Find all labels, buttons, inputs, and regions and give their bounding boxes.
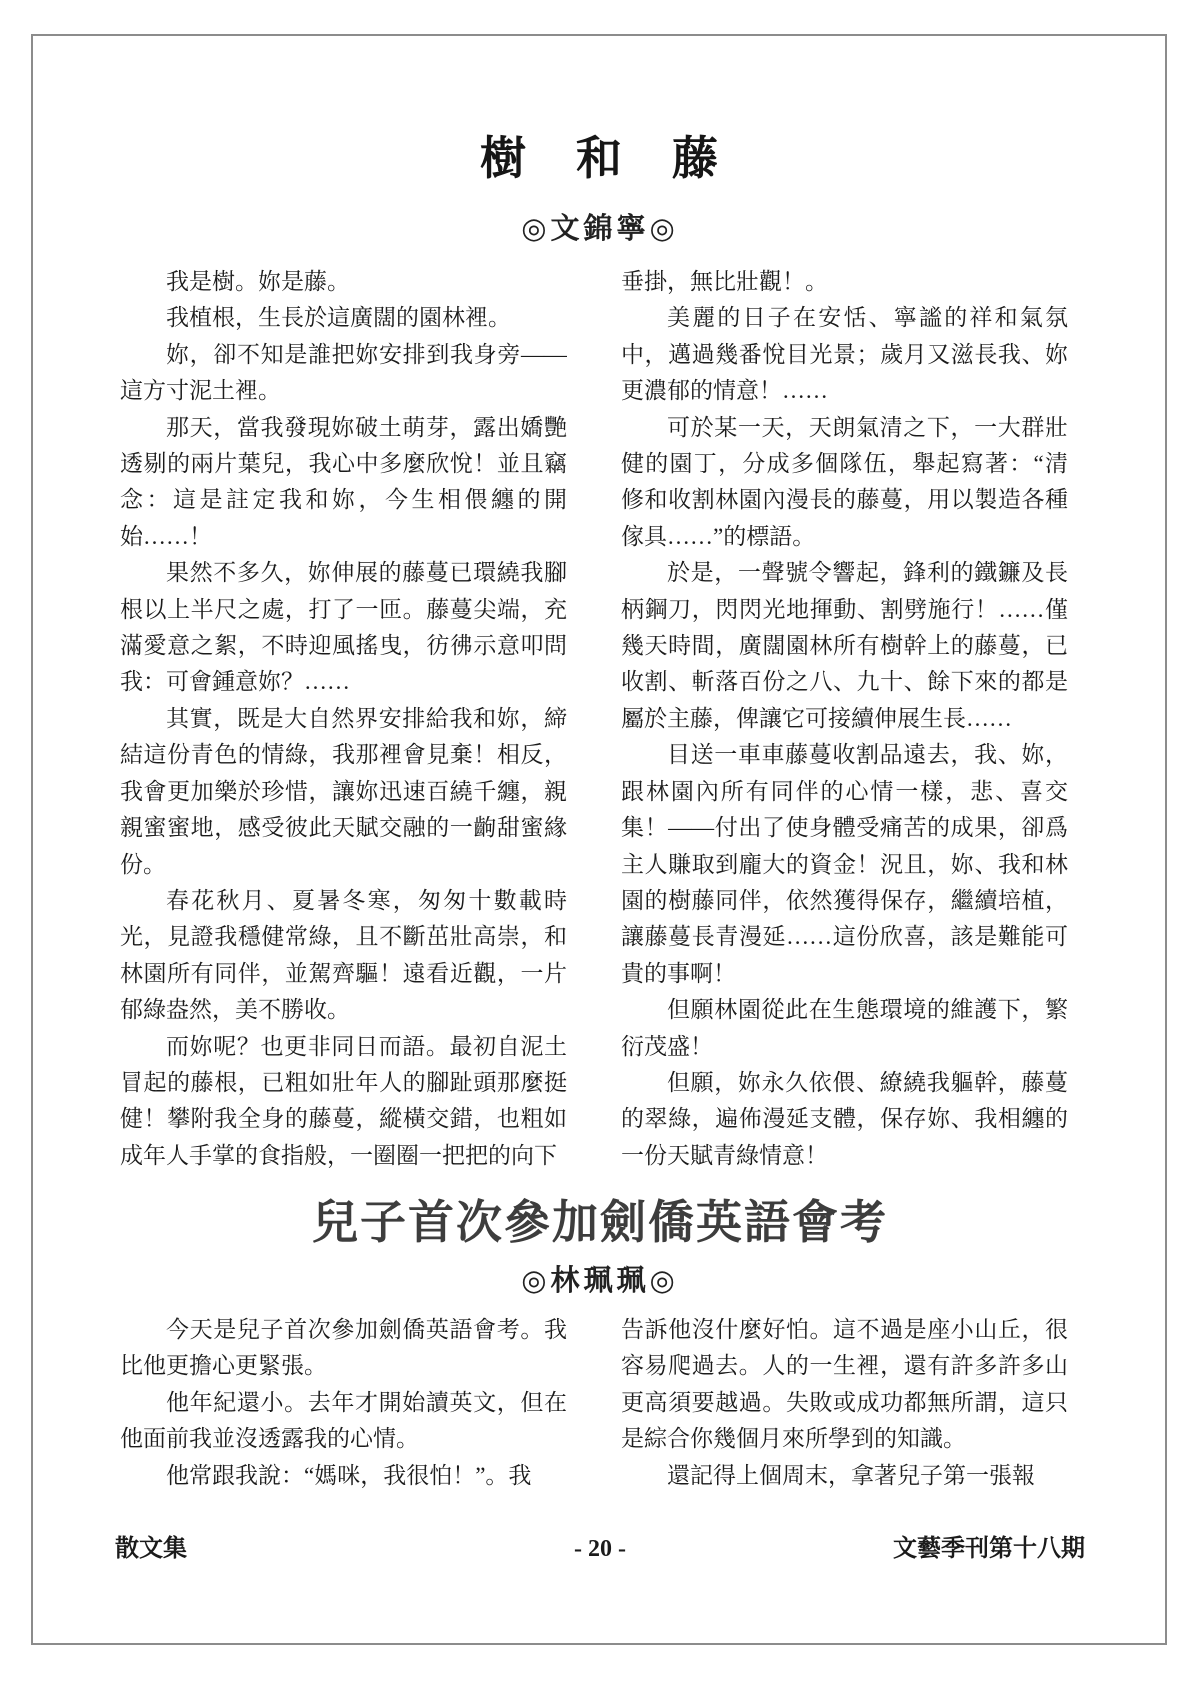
footer-page-number: - 20 - <box>574 1536 626 1562</box>
article1-body <box>120 264 1068 1180</box>
article2-title: 兒子首次參加劍僑英語會考 <box>312 1197 888 1248</box>
page-footer <box>115 1528 1085 1563</box>
paragraph: 今天是兒子首次參加劍僑英語會考。我比他更擔心更緊張。 <box>120 1317 567 1379</box>
paragraph: 果然不多久，妳伸展的藤蔓已環繞我腳根以上半尺之處，打了一匝。藤蔓尖端，充滿愛意之絮，不時迎風搖曳，彷彿示意叩問我：可會鍾意妳？…… <box>120 560 567 695</box>
paragraph: 而妳呢？也更非同日而語。最初自泥土冒起的藤根，已粗如壯年人的腳趾頭那麼挺健！攀附我全身的藤蔓，縱橫交錯，也粗如成年人手掌的食指般，一圈圈一把把的向下 <box>120 1033 567 1168</box>
paragraph: 他常跟我說：“媽咪，我很怕！”。我 <box>166 1462 532 1488</box>
paragraph: 可於某一天，天朗氣清之下，一大群壯健的園丁，分成多個隊伍，舉起寫著：“清修和收割林園內漫長的藤蔓，用以製造各種傢具……”的標語。 <box>621 414 1068 549</box>
article2-author: ◎林珮珮◎ <box>521 1265 679 1297</box>
paragraph: 美麗的日子在安恬、寧謐的祥和氣氛中，邁過幾番悅目光景；歲月又滋長我、妳更濃郁的情意！…… <box>621 305 1068 404</box>
article1-left-column <box>120 264 567 1180</box>
footer-publication-name: 文藝季刊第十八期 <box>893 1536 1086 1562</box>
paragraph: 妳，卻不知是誰把妳安排到我身旁——這方寸泥土裡。 <box>120 341 567 404</box>
paragraph: 目送一車車藤蔓收割品遠去，我、妳，跟林園內所有同伴的心情一樣，悲、喜交集！——付出了使身體受痛苦的成果，卻爲主人賺取到龐大的資金！況且，妳、我和林園的樹藤同伴，依然獲得保存，繼續培植，讓藤蔓長青漫延……這份欣喜，該是難能可貴的事啊！ <box>621 742 1068 986</box>
paragraph: 那天，當我發現妳破土萌芽，露出嬌艷透剔的兩片葉兒，我心中多麼欣悅！並且竊念：這是註定我和妳，今生相偎纏的開始……！ <box>120 414 567 549</box>
paragraph: 告訴他沒什麼好怕。這不過是座小山丘，很容易爬過去。人的一生裡，還有許多許多山更高須要越過。失敗或成功都無所謂，這只是綜合你幾個月來所學到的知識。 <box>621 1317 1068 1452</box>
article2-right-column <box>621 1312 1068 1508</box>
paragraph: 但願林園從此在生態環境的維護下，繁衍茂盛！ <box>621 997 1068 1059</box>
paragraph: 於是，一聲號令響起，鋒利的鐵鐮及長柄鋼刀，閃閃光地揮動、割劈施行！……僅幾天時間，廣闊園林所有樹幹上的藤蔓，已收割、斬落百份之八、九十、餘下來的都是屬於主藤，俾讓它可接續伸展生長…… <box>621 560 1068 731</box>
paragraph: 其實，既是大自然界安排給我和妳，締結這份青色的情綠，我那裡會見棄！相反，我會更加樂於珍惜，讓妳迅速百繞千纏，親親蜜蜜地，感受彼此天賦交融的一齣甜蜜緣份。 <box>120 705 567 877</box>
paragraph: 還記得上個周末，拿著兒子第一張報 <box>667 1462 1035 1488</box>
paragraph: 我是樹。妳是藤。 <box>166 269 350 294</box>
article1-author: ◎文錦寧◎ <box>521 213 679 245</box>
paragraph: 我植根，生長於這廣闊的園林裡。 <box>166 305 511 331</box>
article1-title: 樹 和 藤 <box>480 133 720 184</box>
paragraph: 他年紀還小。去年才開始讀英文，但在他面前我並沒透露我的心情。 <box>120 1389 567 1452</box>
paragraph: 但願，妳永久依偎、繚繞我軀幹，藤蔓的翠綠，遍佈漫延支體，保存妳、我相纏的一份天賦青綠情意！ <box>621 1069 1068 1168</box>
article2-left-column <box>120 1312 567 1508</box>
paragraph: 春花秋月、夏暑冬寒，匆匆十數載時光，見證我穩健常綠，且不斷茁壯高崇，和林園所有同伴，並駕齊驅！遠看近觀，一片郁綠盎然，美不勝收。 <box>120 887 567 1023</box>
footer-section-name: 散文集 <box>115 1536 187 1562</box>
paragraph: 垂掛，無比壯觀！。 <box>621 269 828 294</box>
article1-right-column <box>621 264 1068 1180</box>
article2-body <box>120 1312 1068 1508</box>
